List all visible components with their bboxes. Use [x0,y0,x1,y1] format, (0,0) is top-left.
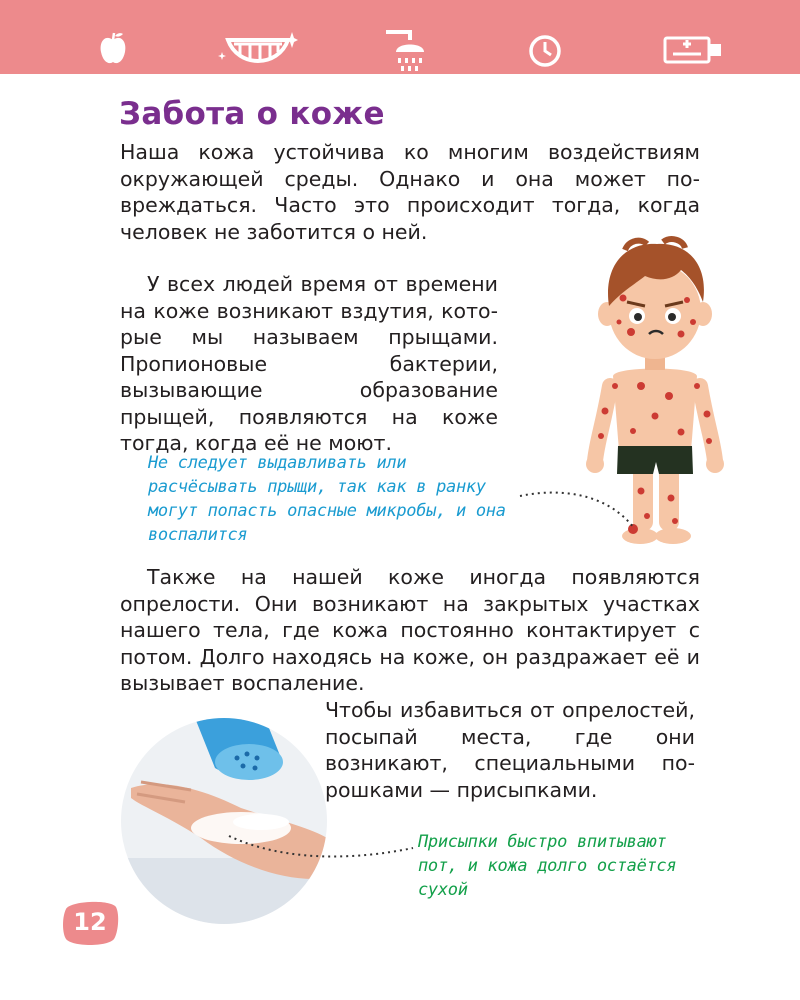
page-number: 12 [73,908,107,936]
acne-warning-note: Не следует выдавливать или расчёсывать прыщи, так как в ранку могут попасть опасные микробы, и она воспалится [148,453,506,545]
acne-note-pointer-line [518,488,636,534]
toothpaste-icon [663,36,723,66]
header-bar [0,0,800,74]
powder-note-pointer-line [225,832,415,872]
acne-paragraph: У всех людей время от времени на коже возникают вздутия, которые мы называем прыщами. Пропионовые бактерии, вызывающие образование прыщей, появляются на коже тогда, когда её не моют. [120,272,498,455]
powder-tip-note: Присыпки быстро впитывают пот, и кожа долго остаётся сухой [418,832,677,900]
intro-paragraph: Наша кожа устойчива ко многим воздействиям окружающей среды. Однако и она может повреждаться. Часто это происходит тогда, когда человек не заботится о ней. [120,140,700,244]
chafing-paragraph: Также на нашей коже иногда появляются опрелости. Они возникают на закрытых участках нашего тела, где кожа постоянно контактирует с потом. Долго находясь на коже, он раздражает её и вызывает воспаление. [120,565,700,695]
page-title: Забота о коже [119,96,385,132]
powder-on-hand-photo [121,718,327,924]
smile-icon [218,30,298,70]
powder-paragraph: Чтобы избавиться от опрелостей, посыпай места, где они возникают, специальными порошками — присыпками. [325,698,695,802]
clock-icon [528,34,562,68]
shower-icon [380,28,428,74]
apple-icon [99,30,127,66]
